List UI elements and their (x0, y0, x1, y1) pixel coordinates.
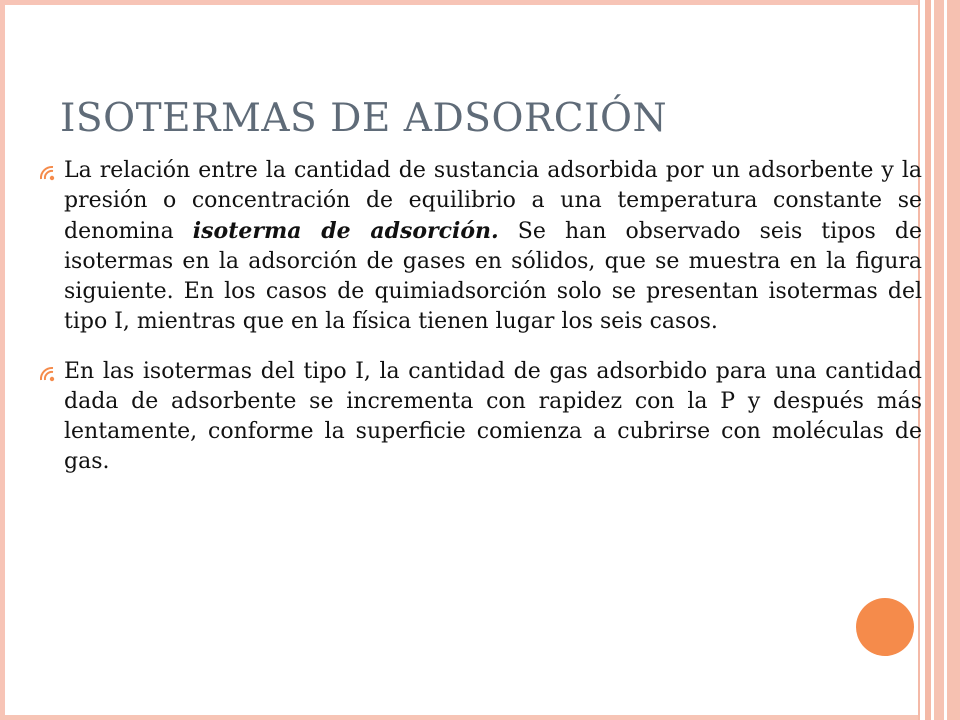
side-stripe (947, 0, 960, 720)
bullet-text-after: Se han observado seis tipos de isotermas en la adsorción de gases en sólidos, que se muestra en la figura siguiente. En los casos de quimiadsorción solo se presentan isotermas del tipo I, mientras que en la física tienen lugar los seis casos. (64, 219, 922, 334)
slide-frame-top (0, 0, 920, 5)
orange-bullet-icon (38, 164, 56, 182)
orange-circle-decoration (856, 598, 914, 656)
side-stripe (934, 0, 944, 720)
bullet-text-before: La relación entre la cantidad de sustancia adsorbida por un adsorbente y la presión o concentración de equilibrio a una temperatura constante se denomina (64, 158, 922, 244)
bullet-item-2 (32, 357, 922, 477)
bullet-text (64, 357, 922, 477)
slide-body (32, 156, 922, 497)
slide-title: ISOTERMAS DE ADSORCIÓN (60, 96, 668, 141)
bullet-item-1 (32, 156, 922, 337)
orange-bullet-icon (38, 365, 56, 383)
slide-frame-left (0, 0, 5, 720)
bullet-text-before: En las isotermas del tipo I, la cantidad de gas adsorbido para una cantidad dada de adsorbente se incrementa con rapidez con la P y después más lentamente, conforme la superficie comienza a cubrirse con moléculas de gas. (64, 359, 922, 474)
bullet-term-emphasis: isoterma de adsorción. (192, 218, 499, 244)
bullet-text (64, 156, 922, 337)
slide-frame-bottom (0, 715, 920, 720)
decorative-side-stripes (918, 0, 960, 720)
